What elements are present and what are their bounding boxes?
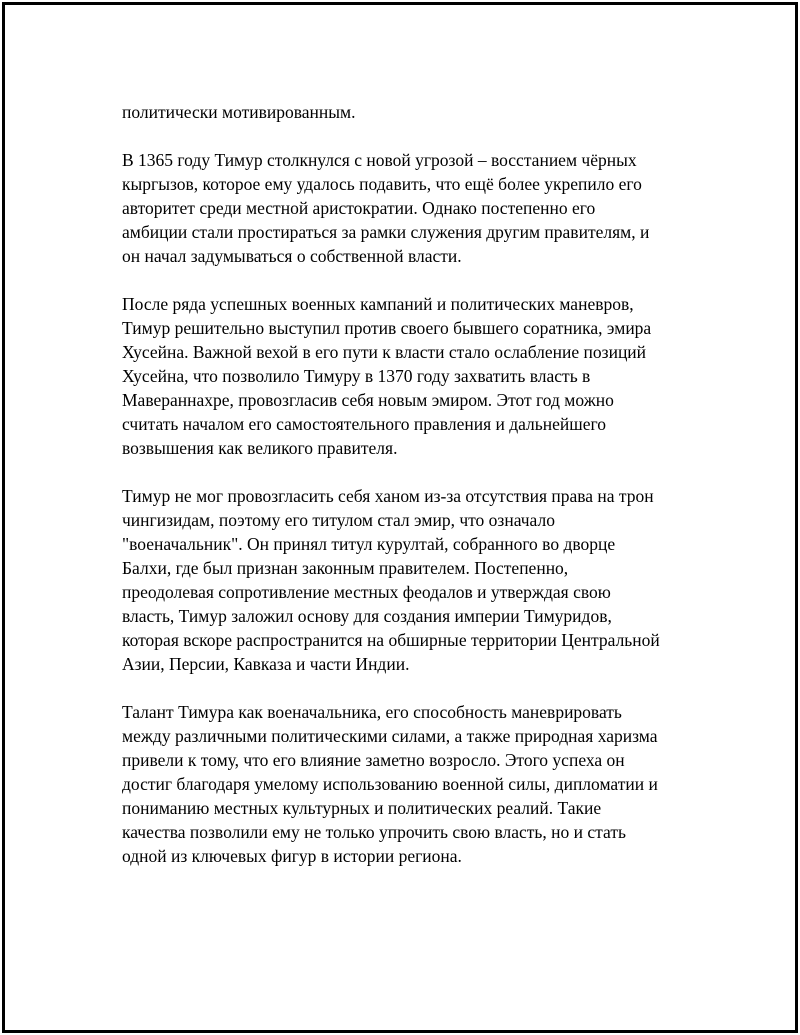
paragraph-2: В 1365 году Тимур столкнулся с новой угрозой – восстанием чёрных кыргызов, которое ему удалось подавить, что ещё более укрепило его авторитет среди местной аристократии. Однако постепенно его амбиции стали простираться за рамки служения другим правителям, и он начал задумываться о собственной власти. <box>122 150 650 266</box>
document-body <box>122 100 722 868</box>
paragraph-5: Талант Тимура как военачальника, его способность маневрировать между различными политическими силами, а также природная харизма привели к тому, что его влияние заметно возросло. Этого успеха он достиг благодаря умелому использованию военной силы, дипломатии и пониманию местных культурных и политических реалий. Такие качества позволили ему не только упрочить свою власть, но и стать одной из ключевых фигур в истории региона. <box>122 702 658 866</box>
paragraph-4: Тимур не мог провозгласить себя ханом из-за отсутствия права на трон чингизидам, поэтому его титулом стал эмир, что означало "военачальник". Он принял титул курултай, собранного во дворце Балхи, где был признан законным правителем. Постепенно, преодолевая сопротивление местных феодалов и утверждая свою власть, Тимур заложил основу для создания империи Тимуридов, которая вскоре распространится на обширные территории Центральной Азии, Персии, Кавказа и части Индии. <box>122 486 660 674</box>
page-frame <box>2 2 798 1033</box>
paragraph-1: политически мотивированным. <box>122 102 356 122</box>
paragraph-3: После ряда успешных военных кампаний и политических маневров, Тимур решительно выступил против своего бывшего соратника, эмира Хусейна. Важной вехой в его пути к власти стало ослабление позиций Хусейна, что позволило Тимуру в 1370 году захватить власть в Мавераннахре, провозгласив себя новым эмиром. Этот год можно считать началом его самостоятельного правления и дальнейшего возвышения как великого правителя. <box>122 294 652 458</box>
